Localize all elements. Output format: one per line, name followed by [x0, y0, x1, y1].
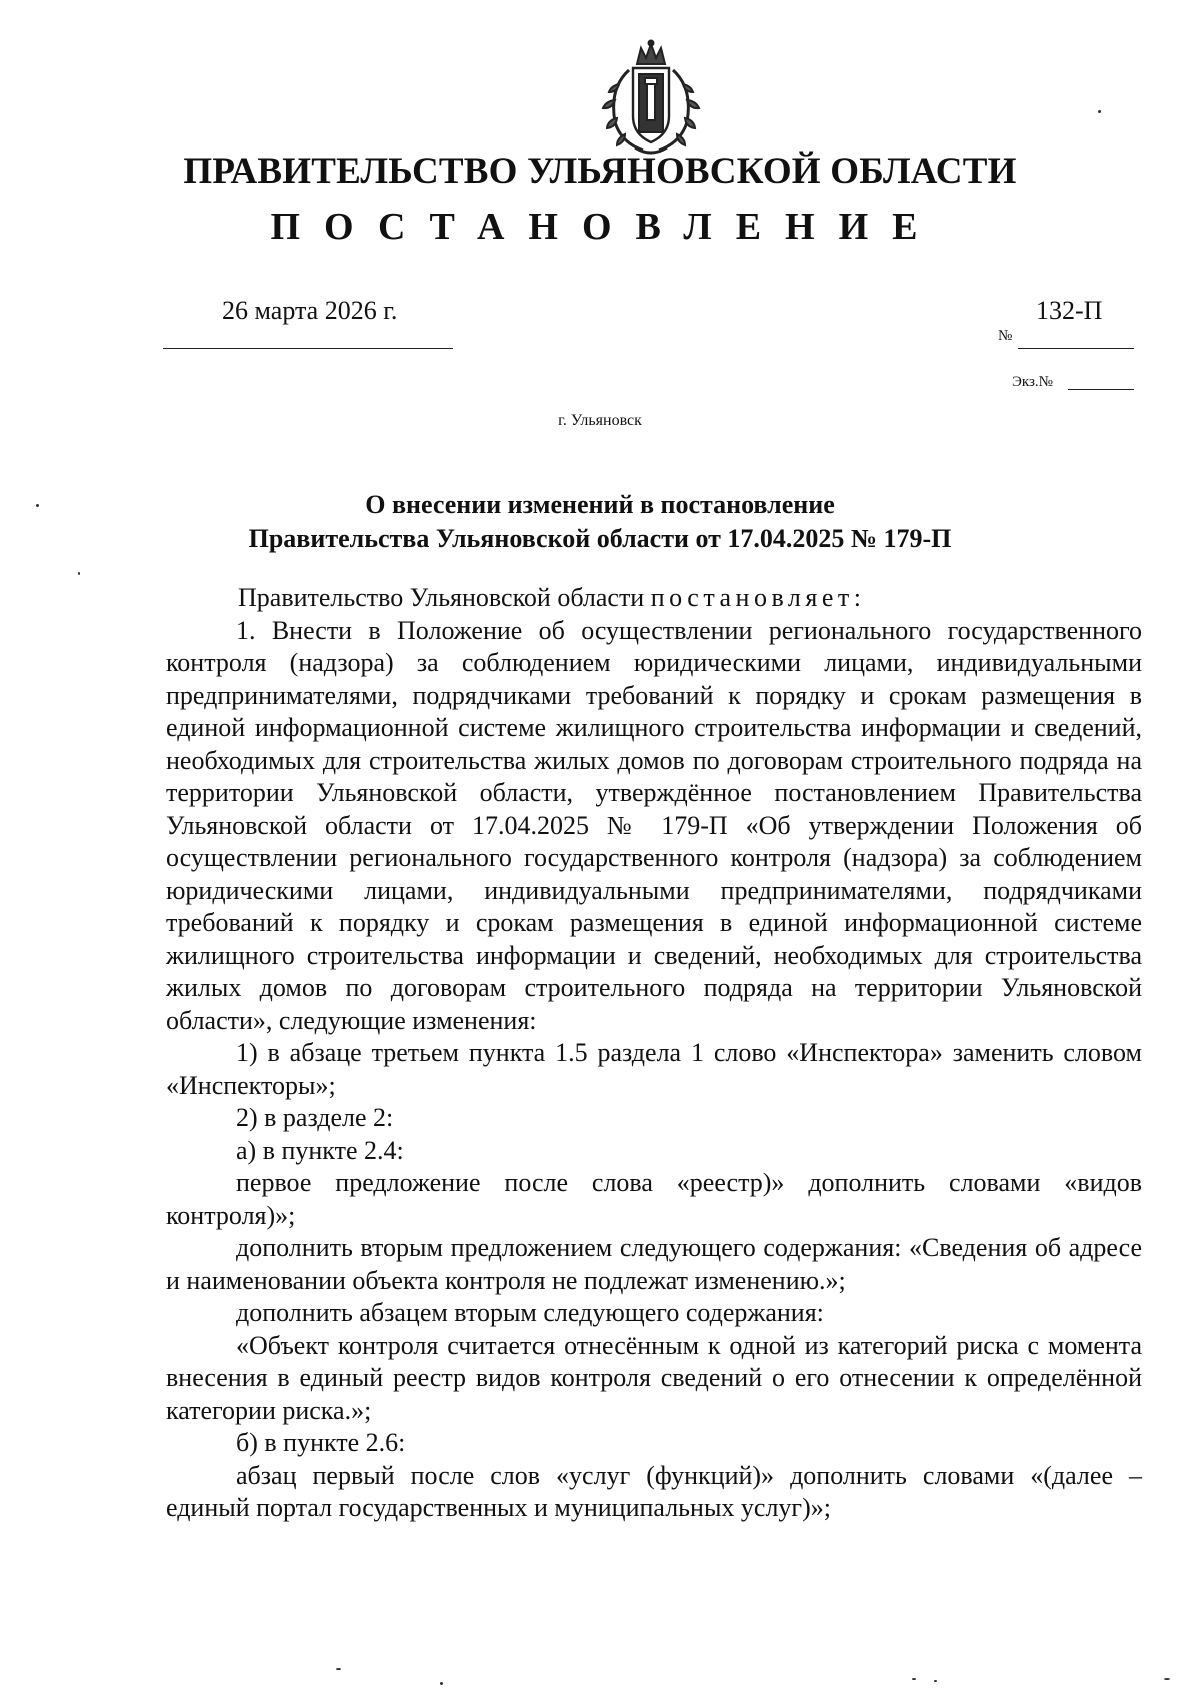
- document-date: 26 марта 2026 г.: [222, 296, 398, 325]
- city-of-issue: г. Ульяновск: [558, 412, 642, 429]
- scan-speck: [1164, 1678, 1170, 1680]
- preamble-text: Правительство Ульяновской области: [238, 583, 651, 612]
- paragraph-amendment-3: дополнить абзацем вторым следующего содержания:: [236, 1298, 824, 1327]
- paragraph-amendment-1: первое предложение после слова «реестр)» дополнить словами «видов контроля)»;: [166, 1168, 1142, 1230]
- subject-line-1: О внесении изменений в постановление: [365, 490, 835, 519]
- paragraph-subitem-2b: б) в пункте 2.6:: [236, 1428, 406, 1457]
- copy-number-underline: [1068, 389, 1134, 390]
- document-type-title: ПОСТАНОВЛЕНИЕ: [270, 206, 942, 248]
- organization-title: ПРАВИТЕЛЬСТВО УЛЬЯНОВСКОЙ ОБЛАСТИ: [183, 151, 1017, 192]
- paragraph-item-1: 1. Внести в Положение об осуществлении регионального государственного контроля (надзора) за соблюдением юридическими лицами, индивидуальными предпринимателями, подрядчиками требований к порядку и срокам размещения в единой информационной системе жилищного строительства информации и сведений, необходимых для строительства жилых домов по договорам строительного подряда на территории Ульяновской области, утверждённое постановлением Правительства Ульяновской области от 17.04.2025 № 179-П «Об утверждении Положения об осуществлении регионального государственного контроля (надзора) за соблюдением юридическими лицами, индивидуальными предпринимателями, подрядчиками требований к порядку и срокам размещения в единой информационной системе жилищного строительства информации и сведений, необходимых для строительства жилых домов по договорам строительного подряда на территории Ульяновской области», следующие изменения:: [166, 615, 1142, 1035]
- number-underline: [1018, 348, 1134, 349]
- date-underline: [163, 348, 453, 349]
- paragraph-quoted-text: «Объект контроля считается отнесённым к одной из категорий риска с момента внесения в единый реестр видов контроля сведений о его отнесении к определённой категории риска.»;: [166, 1330, 1142, 1425]
- paragraph-amendment-2: дополнить вторым предложением следующего содержания: «Сведения об адресе и наименовании объекта контроля не подлежат изменению.»;: [166, 1233, 1142, 1295]
- scan-speck: [912, 1678, 916, 1680]
- scan-speck: [440, 1682, 443, 1685]
- scan-speck: [336, 1668, 341, 1670]
- paragraph-subitem-1: 1) в абзаце третьем пункта 1.5 раздела 1 слово «Инспектора» заменить словом «Инспекторы»;: [166, 1038, 1142, 1100]
- subject-line-2: Правительства Ульяновской области от 17.04.2025 № 179-П: [248, 524, 952, 553]
- paragraph-amendment-4: абзац первый после слов «услуг (функций)» дополнить словами «(далее – единый портал государственных и муниципальных услуг)»;: [166, 1460, 1142, 1522]
- scan-speck: [1098, 110, 1101, 113]
- scan-speck: [36, 504, 39, 507]
- preamble: [166, 582, 1142, 615]
- document-body: [166, 582, 1142, 1525]
- scan-speck: [934, 1680, 937, 1682]
- copy-number-label: Экз.№: [1012, 374, 1053, 390]
- coat-of-arms-icon: [599, 38, 703, 160]
- document-number: 132-П: [1036, 296, 1103, 325]
- preamble-decree-word: постановляет:: [650, 583, 866, 612]
- scan-speck: [78, 572, 80, 575]
- document-subject: [0, 488, 1200, 556]
- number-label: №: [998, 328, 1013, 344]
- paragraph-subitem-2: 2) в разделе 2:: [236, 1103, 394, 1132]
- paragraph-subitem-2a: а) в пункте 2.4:: [236, 1135, 404, 1165]
